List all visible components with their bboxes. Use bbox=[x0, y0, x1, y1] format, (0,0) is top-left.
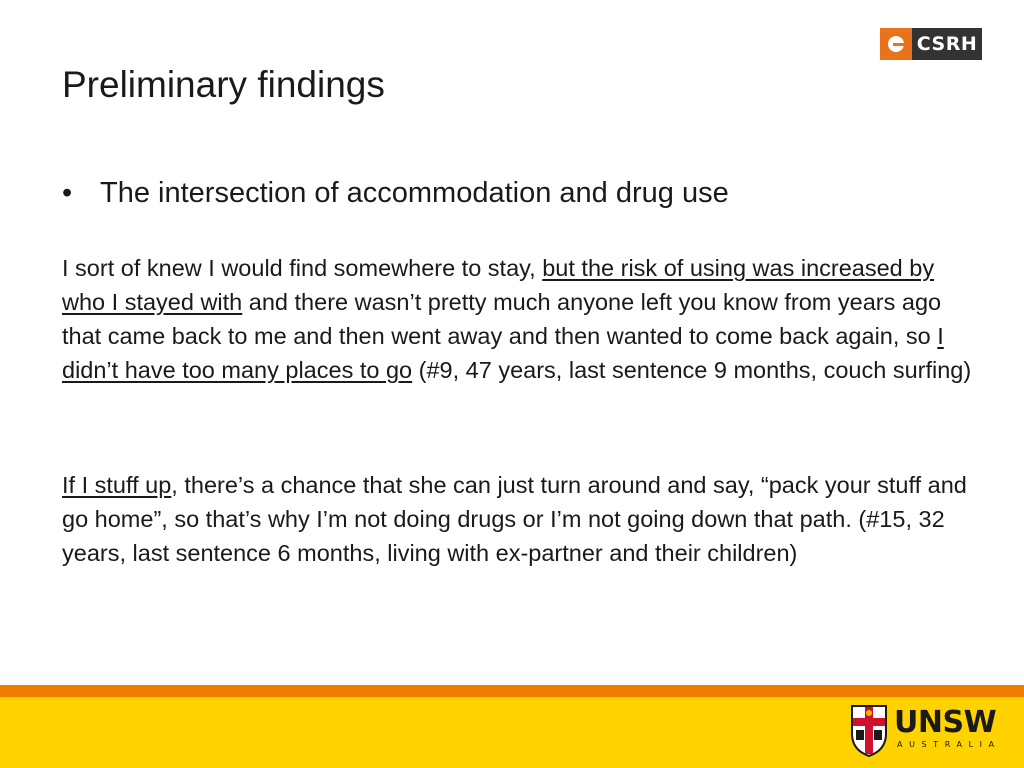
bullet-point bbox=[62, 174, 729, 212]
bullet-marker: • bbox=[62, 177, 73, 209]
unsw-subtitle: AUSTRALIA bbox=[897, 740, 1001, 749]
bullet-text: The intersection of accommodation and drug use bbox=[100, 177, 729, 209]
quote-paragraph-1 bbox=[62, 251, 972, 387]
csrh-logo bbox=[880, 28, 982, 60]
quote-2-text: , there’s a chance that she can just turn around and say, “pack your stuff and go home”, so that’s why I’m not doing drugs or I’m not going down that path. (#15, 32 years, last sentence 6 months, living with ex-partner and their children) bbox=[62, 472, 967, 566]
quote-1-underlined-a: but the risk of using was increased by who I stayed with bbox=[62, 255, 935, 315]
unsw-logo bbox=[850, 704, 1006, 760]
quote-1-text-a: I sort of knew I would find somewhere to stay, bbox=[62, 255, 543, 281]
quote-1-text-b: and there wasn’t pretty much anyone left you know from years ago that came back to me and then went away and then wanted to come back again, so bbox=[62, 289, 942, 349]
quote-1-underlined-b: I didn’t have too many places to go bbox=[62, 323, 944, 383]
quote-1-attribution: (#9, 47 years, last sentence 9 months, couch surfing) bbox=[412, 357, 972, 383]
csrh-logo-icon bbox=[880, 28, 912, 60]
csrh-logo-text: CSRH bbox=[916, 33, 978, 55]
unsw-crest-icon bbox=[850, 704, 888, 758]
footer-orange-stripe bbox=[0, 685, 1024, 697]
slide-title: Preliminary findings bbox=[62, 64, 385, 105]
quote-2-underlined: If I stuff up bbox=[62, 472, 172, 498]
quote-paragraph-2 bbox=[62, 468, 972, 570]
unsw-wordmark: UNSW bbox=[894, 705, 997, 740]
